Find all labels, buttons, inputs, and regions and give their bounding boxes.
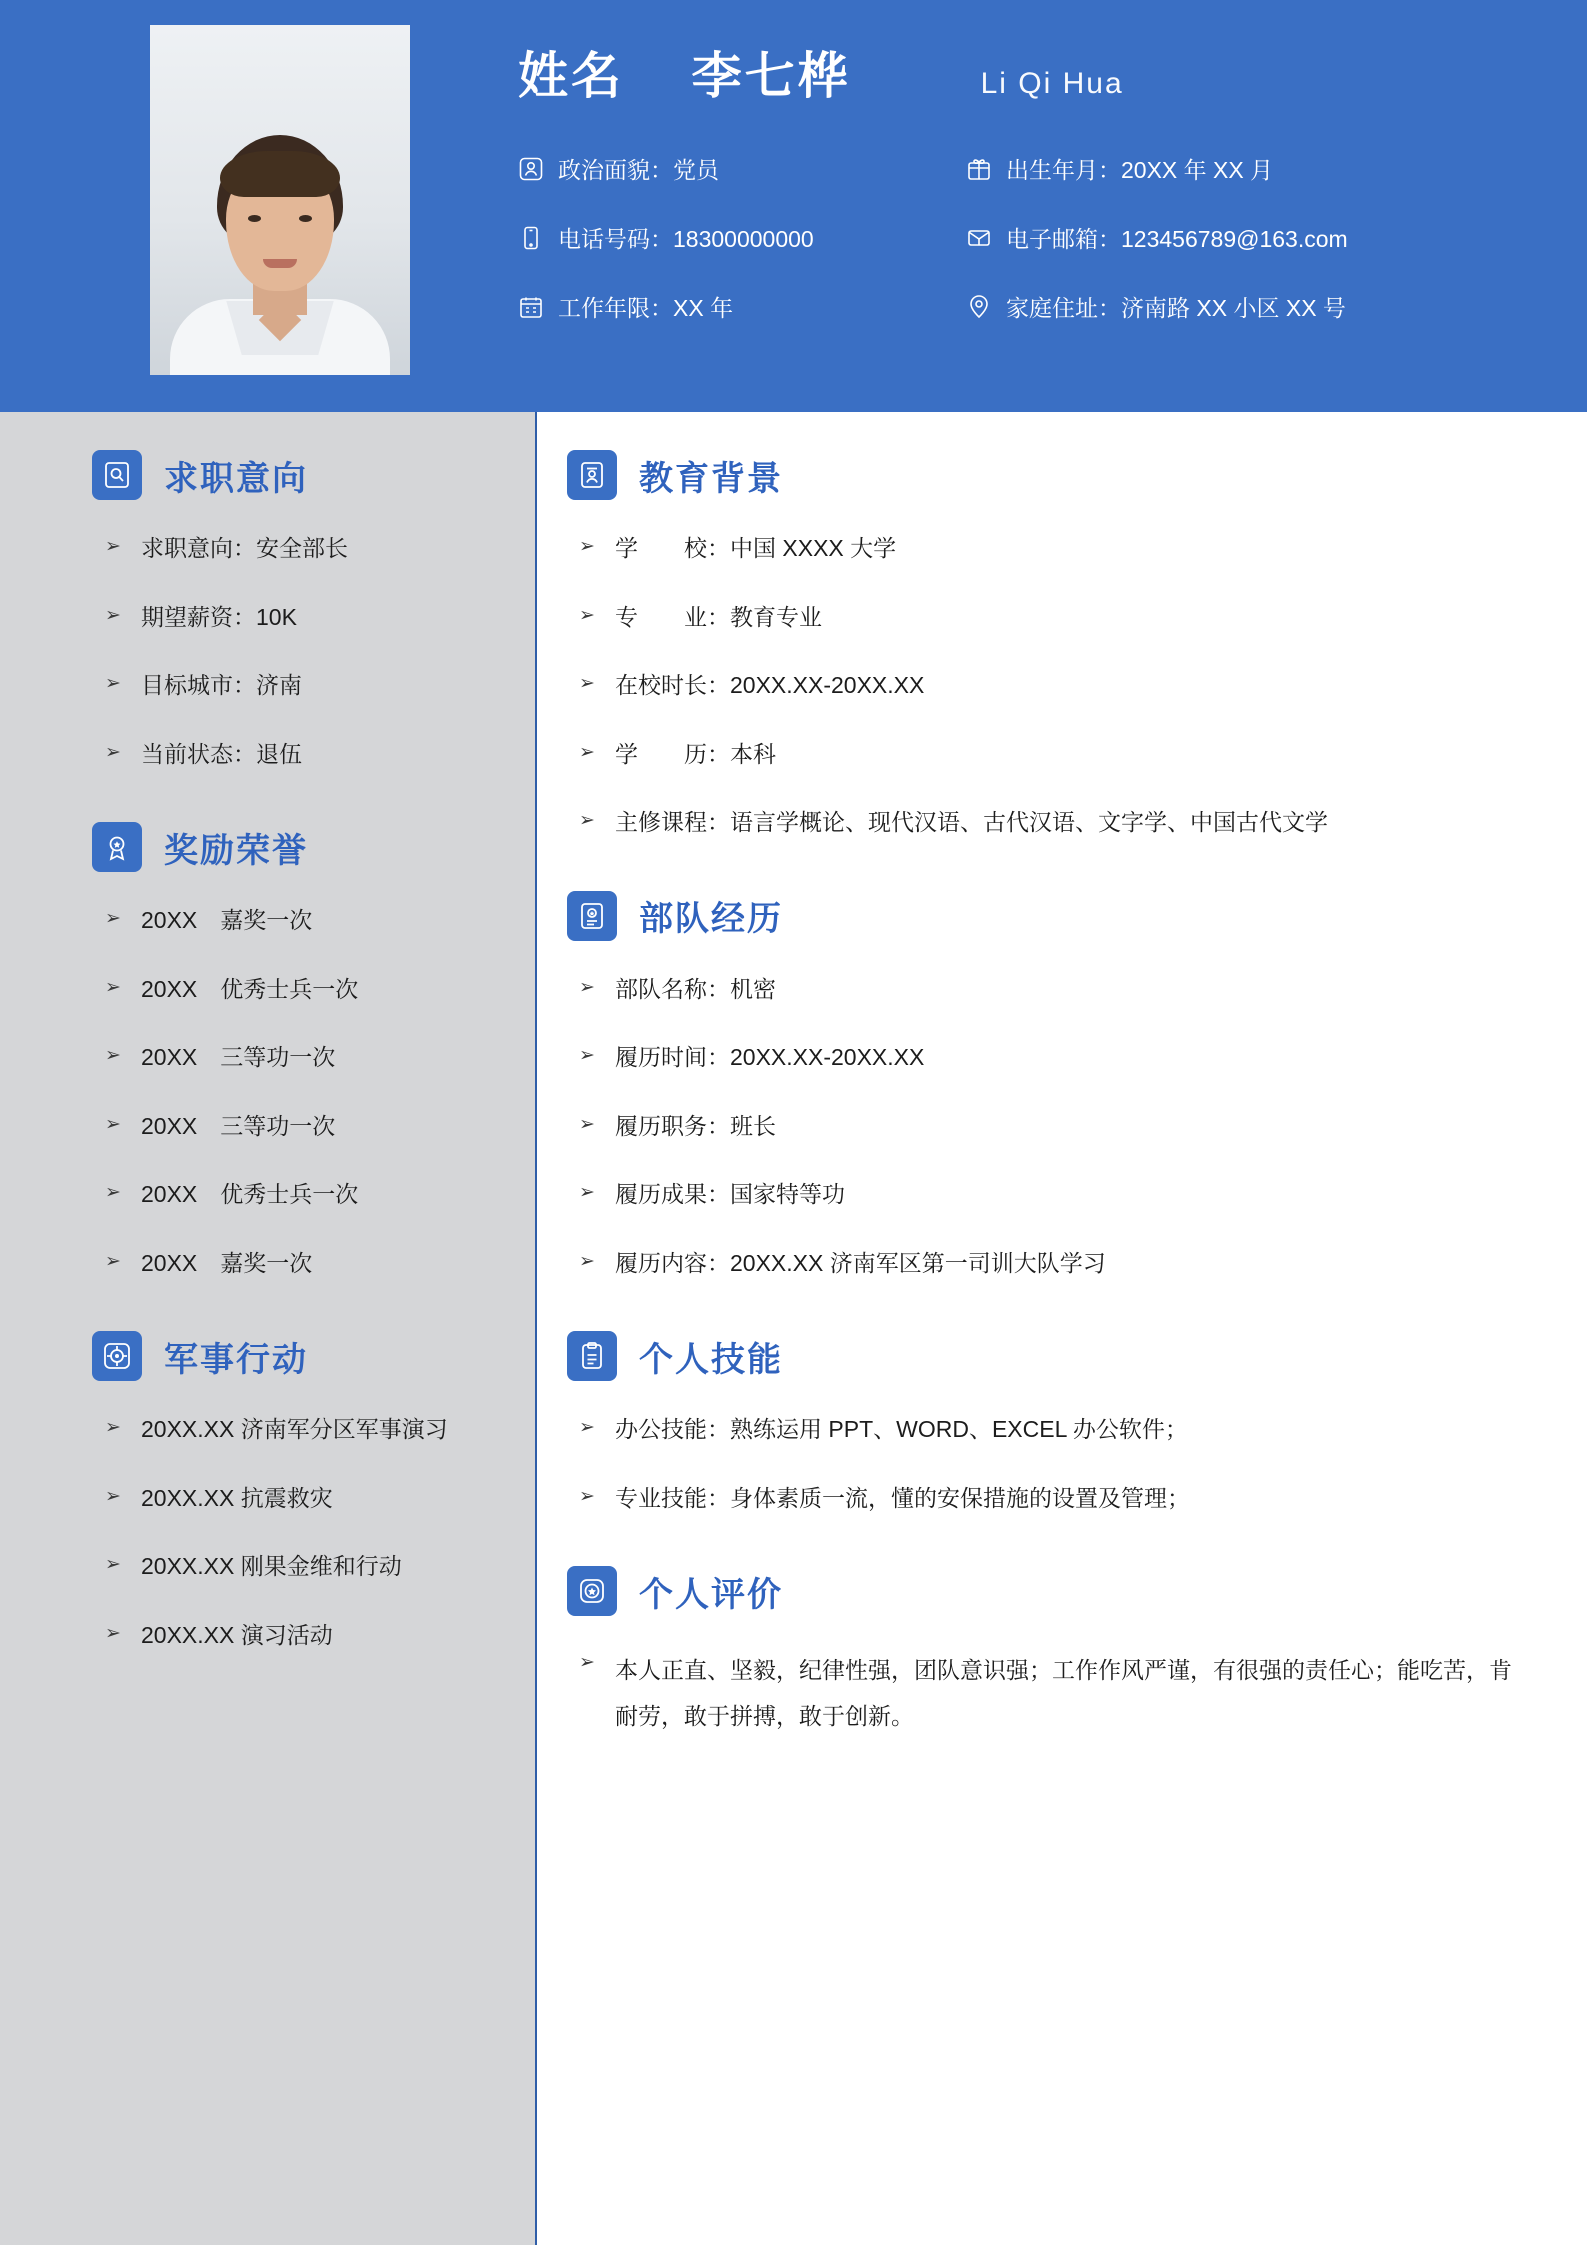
list-item-text: 履历成果：国家特等功 bbox=[615, 1181, 845, 1207]
name-value: 李七桦 bbox=[691, 48, 851, 104]
list-item bbox=[537, 1464, 1587, 1533]
arrow-icon: ➢ bbox=[105, 1182, 121, 1203]
section-skills bbox=[537, 1331, 1587, 1532]
arrow-icon: ➢ bbox=[105, 908, 121, 929]
arrow-icon: ➢ bbox=[579, 1250, 595, 1272]
section-title bbox=[537, 891, 1587, 941]
gift-icon bbox=[966, 156, 992, 182]
list-item-text: 学 校：中国 XXXX 大学 bbox=[615, 535, 897, 561]
list-item-text: 期望薪资：10K bbox=[141, 603, 297, 630]
list-item-text: 20XX 三等功一次 bbox=[141, 1044, 336, 1070]
user-icon bbox=[518, 156, 544, 182]
list-item-text: 20XX.XX 抗震救灾 bbox=[141, 1484, 333, 1511]
resume-body bbox=[0, 412, 1587, 2245]
target-icon bbox=[92, 1331, 142, 1381]
name-english: Li Qi Hua bbox=[980, 67, 1124, 100]
info-text: 电话号码：18300000000 bbox=[558, 226, 814, 252]
list-item bbox=[537, 955, 1587, 1024]
list-item bbox=[0, 955, 535, 1024]
section-education bbox=[537, 450, 1587, 857]
section-military-service bbox=[537, 891, 1587, 1298]
list-item bbox=[537, 1160, 1587, 1229]
arrow-icon: ➢ bbox=[105, 604, 121, 626]
arrow-icon: ➢ bbox=[579, 1485, 595, 1507]
main-column bbox=[537, 412, 1587, 2245]
graduate-icon bbox=[567, 450, 617, 500]
list-item bbox=[537, 720, 1587, 789]
list-item-text: 在校时长：20XX.XX-20XX.XX bbox=[615, 672, 925, 698]
section-title-text: 部队经历 bbox=[639, 900, 783, 938]
mail-icon bbox=[966, 225, 992, 251]
list-item-text: 目标城市：济南 bbox=[141, 672, 302, 698]
arrow-icon: ➢ bbox=[105, 536, 121, 557]
arrow-icon: ➢ bbox=[579, 673, 595, 694]
list-item-text: 办公技能：熟练运用 PPT、WORD、EXCEL 办公软件； bbox=[615, 1416, 1188, 1442]
list-item-text: 20XX 嘉奖一次 bbox=[141, 907, 313, 933]
list-item-text: 20XX 优秀士兵一次 bbox=[141, 1181, 359, 1207]
info-address bbox=[966, 290, 1587, 323]
section-title-text: 教育背景 bbox=[639, 459, 783, 498]
list-item-text: 部队名称：机密 bbox=[615, 975, 776, 1002]
section-title bbox=[0, 1331, 535, 1381]
list-item bbox=[537, 514, 1587, 583]
list-item bbox=[0, 1023, 535, 1092]
info-work-years bbox=[518, 290, 966, 323]
list-item-text: 20XX.XX 演习活动 bbox=[141, 1621, 333, 1648]
arrow-icon: ➢ bbox=[105, 1113, 121, 1135]
arrow-icon: ➢ bbox=[105, 1554, 121, 1575]
list-item-text: 当前状态：退伍 bbox=[141, 740, 302, 767]
calendar-icon bbox=[518, 294, 544, 320]
list-item bbox=[0, 514, 535, 583]
list-item bbox=[537, 583, 1587, 652]
location-icon bbox=[966, 294, 992, 320]
list-item bbox=[537, 1023, 1587, 1092]
sidebar bbox=[0, 412, 537, 2245]
name-row bbox=[518, 36, 1587, 108]
arrow-icon: ➢ bbox=[579, 536, 595, 557]
list-item-text: 本人正直、坚毅，纪律性强，团队意识强；工作作风严谨，有很强的责任心；能吃苦，肯耐劳，敢于拼搏，敢于创新。 bbox=[615, 1657, 1512, 1729]
list-item bbox=[0, 583, 535, 652]
clipboard-icon bbox=[567, 1331, 617, 1381]
list-item bbox=[0, 1092, 535, 1161]
section-title-text: 奖励荣誉 bbox=[164, 831, 308, 870]
list-item-text: 履历内容：20XX.XX 济南军区第一司训大队学习 bbox=[615, 1249, 1106, 1276]
list-item bbox=[0, 886, 535, 955]
arrow-icon: ➢ bbox=[579, 810, 595, 831]
list-item bbox=[0, 651, 535, 720]
list-item bbox=[537, 1092, 1587, 1161]
list-item bbox=[0, 1464, 535, 1533]
info-birth-date bbox=[966, 152, 1587, 185]
section-title bbox=[0, 822, 535, 872]
section-title-text: 求职意向 bbox=[164, 459, 308, 498]
list-item bbox=[0, 1160, 535, 1229]
arrow-icon: ➢ bbox=[105, 1045, 121, 1066]
list-item bbox=[0, 1395, 535, 1464]
section-title-text: 个人评价 bbox=[639, 1575, 783, 1614]
profile-photo bbox=[150, 25, 410, 375]
info-political-status bbox=[518, 152, 966, 185]
arrow-icon: ➢ bbox=[579, 976, 595, 998]
arrow-icon: ➢ bbox=[579, 1045, 595, 1066]
list-item-text: 20XX 嘉奖一次 bbox=[141, 1249, 313, 1276]
list-item bbox=[0, 1532, 535, 1601]
section-title bbox=[537, 1566, 1587, 1616]
arrow-icon: ➢ bbox=[105, 741, 121, 763]
badge-doc-icon bbox=[567, 891, 617, 941]
list-item-text: 20XX 三等功一次 bbox=[141, 1112, 336, 1139]
contact-info-grid bbox=[518, 152, 1587, 323]
info-text: 出生年月：20XX 年 XX 月 bbox=[1006, 157, 1274, 183]
search-doc-icon bbox=[92, 450, 142, 500]
arrow-icon: ➢ bbox=[105, 976, 121, 998]
info-text: 电子邮箱：123456789@163.com bbox=[1006, 226, 1348, 252]
section-military-operations bbox=[0, 1331, 535, 1669]
list-item bbox=[537, 788, 1587, 857]
arrow-icon: ➢ bbox=[579, 604, 595, 626]
list-item bbox=[537, 1229, 1587, 1298]
arrow-icon: ➢ bbox=[105, 1622, 121, 1644]
section-title-text: 军事行动 bbox=[164, 1340, 308, 1379]
list-item bbox=[537, 1630, 1587, 1756]
section-title bbox=[537, 1331, 1587, 1381]
arrow-icon: ➢ bbox=[579, 1113, 595, 1135]
name-label: 姓名 bbox=[518, 48, 624, 104]
list-item-text: 主修课程：语言学概论、现代汉语、古代汉语、文字学、中国古代文学 bbox=[615, 809, 1328, 835]
list-item-text: 20XX 优秀士兵一次 bbox=[141, 975, 359, 1002]
list-item-text: 20XX.XX 济南军分区军事演习 bbox=[141, 1416, 448, 1442]
info-phone bbox=[518, 221, 966, 254]
resume-header bbox=[0, 0, 1587, 412]
list-item bbox=[0, 1601, 535, 1670]
list-item-text: 学 历：本科 bbox=[615, 740, 776, 767]
star-badge-icon bbox=[567, 1566, 617, 1616]
section-title bbox=[0, 450, 535, 500]
section-title-text: 个人技能 bbox=[639, 1340, 783, 1379]
info-email bbox=[966, 221, 1587, 254]
list-item bbox=[0, 720, 535, 789]
list-item-text: 履历职务：班长 bbox=[615, 1112, 776, 1139]
arrow-icon: ➢ bbox=[105, 1485, 121, 1507]
section-job-intention bbox=[0, 450, 535, 788]
section-self-evaluation bbox=[537, 1566, 1587, 1756]
list-item bbox=[0, 1229, 535, 1298]
medal-icon bbox=[92, 822, 142, 872]
info-text: 工作年限：XX 年 bbox=[558, 295, 734, 321]
info-text: 政治面貌：党员 bbox=[558, 157, 719, 183]
arrow-icon: ➢ bbox=[579, 1417, 595, 1438]
arrow-icon: ➢ bbox=[579, 1182, 595, 1203]
arrow-icon: ➢ bbox=[579, 1652, 595, 1673]
list-item-text: 专 业：教育专业 bbox=[615, 603, 822, 630]
arrow-icon: ➢ bbox=[105, 1250, 121, 1272]
list-item bbox=[537, 1395, 1587, 1464]
list-item-text: 履历时间：20XX.XX-20XX.XX bbox=[615, 1044, 925, 1070]
info-text: 家庭住址：济南路 XX 小区 XX 号 bbox=[1006, 295, 1346, 321]
list-item bbox=[537, 651, 1587, 720]
arrow-icon: ➢ bbox=[105, 673, 121, 694]
section-title bbox=[537, 450, 1587, 500]
list-item-text: 20XX.XX 刚果金维和行动 bbox=[141, 1553, 402, 1579]
list-item-text: 专业技能：身体素质一流，懂的安保措施的设置及管理； bbox=[615, 1484, 1190, 1511]
arrow-icon: ➢ bbox=[579, 741, 595, 763]
list-item-text: 求职意向：安全部长 bbox=[141, 535, 348, 561]
phone-icon bbox=[518, 225, 544, 251]
arrow-icon: ➢ bbox=[105, 1417, 121, 1438]
section-awards bbox=[0, 822, 535, 1297]
